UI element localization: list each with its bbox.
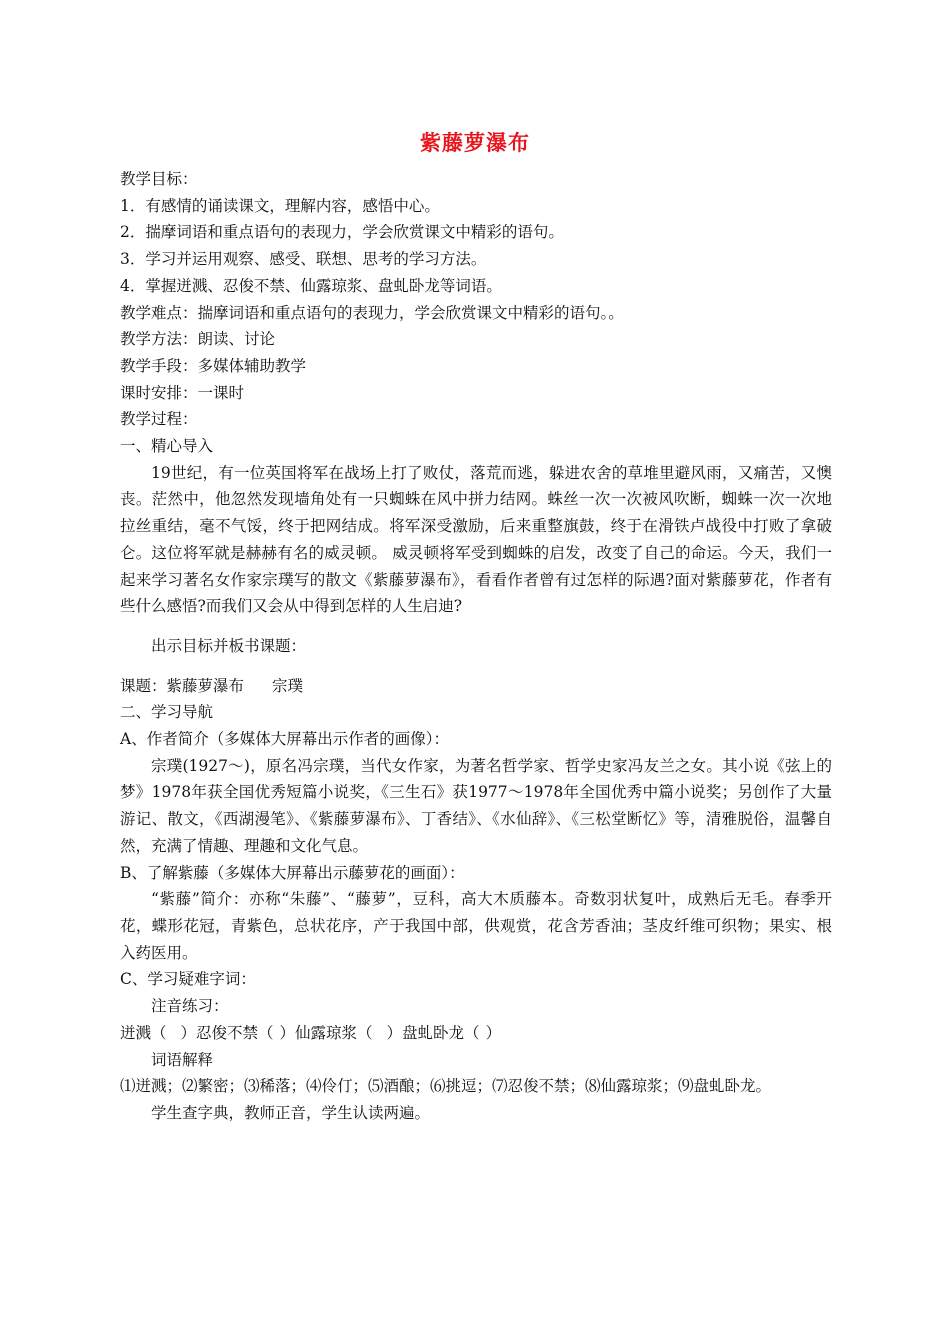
vocabulary-heading: C、学习疑难字词： [120, 970, 256, 989]
document-body [120, 166, 832, 1127]
objective-2: 2．揣摩词语和重点语句的表现力，学会欣赏课文中精彩的语句。 [120, 223, 564, 242]
pinyin-practice-label: 注音练习： [151, 997, 229, 1016]
objective-1: 1．有感情的诵读课文，理解内容，感悟中心。 [120, 196, 440, 215]
teaching-method: 教学方法：朗读、讨论 [120, 330, 276, 349]
author-intro-paragraph: 宗璞(1927～)，原名冯宗璞，当代女作家，为著名哲学家、哲学史家冯友兰之女。其小说《弦上的梦》1978年获全国优秀短篇小说奖，《三生石》获1977～1978年全国优秀中篇小说奖；另创作了大量游记、散文，《西湖漫笔》、《紫藤萝瀑布》、丁香结》、《水仙辞》、《三松堂断忆》等，清雅脱俗，温馨自然，充满了情趣、理趣和文化气息。 [120, 756, 832, 855]
process-heading: 教学过程： [120, 410, 198, 429]
pinyin-item-1: 迸溅（ [120, 1023, 167, 1042]
objective-3: 3．学习并运用观察、感受、联想、思考的学习方法。 [120, 250, 487, 269]
section-2-heading: 二、学习导航 [120, 703, 214, 722]
word-explanation-list: ⑴迸溅；⑵繁密；⑶稀落；⑷伶仃；⑸酒酿；⑹挑逗；⑺忍俊不禁；⑻仙露琼浆；⑼盘虬卧龙。 [120, 1077, 772, 1096]
teaching-means: 教学手段：多媒体辅助教学 [120, 356, 307, 375]
wisteria-heading: B、了解紫藤（多媒体大屏幕出示藤萝花的画面）： [120, 863, 465, 882]
word-explanation-label: 词语解释 [151, 1050, 214, 1069]
document-title: 紫藤萝瀑布 [420, 131, 530, 155]
pinyin-item-2: ）忍俊不禁（ [180, 1023, 274, 1042]
objective-4: 4．掌握迸溅、忍俊不禁、仙露琼浆、盘虬卧龙等词语。 [120, 276, 502, 295]
pinyin-practice-line [120, 1020, 832, 1047]
objectives-heading: 教学目标： [120, 170, 198, 188]
lesson-author: 宗璞 [272, 676, 304, 695]
pinyin-item-3: ）仙露琼浆（ [279, 1023, 373, 1042]
section-1-heading: 一、精心导入 [120, 437, 214, 456]
author-intro-heading: A、作者简介（多媒体大屏幕出示作者的画像）： [120, 730, 449, 749]
wisteria-paragraph: “紫藤”简介：亦称“朱藤”、“藤萝”，豆科，高大木质藤本。奇数羽状复叶，成熟后无毛。春季开花，蝶形花冠，青紫色，总状花序，产于我国中部，供观赏，花含芳香油；茎皮纤维可织物；果实、根入药医用。 [120, 890, 832, 962]
lesson-topic-line [120, 673, 832, 700]
teaching-difficulty: 教学难点：揣摩词语和重点语句的表现力，学会欣赏课文中精彩的语句。。 [120, 303, 624, 322]
closing-line: 学生查字典，教师正音，学生认读两遍。 [151, 1103, 431, 1122]
pinyin-item-4: ）盘虬卧龙（ [386, 1023, 480, 1042]
show-objectives-line: 出示目标并板书课题： [151, 636, 307, 655]
pinyin-item-end: ） [485, 1023, 502, 1042]
spacer [120, 620, 832, 633]
spacer [120, 660, 832, 673]
intro-paragraph: 19世纪，有一位英国将军在战场上打了败仗，落荒而逃，躲进农舍的草堆里避风雨，又痛苦，又懊丧。茫然中，他忽然发现墙角处有一只蜘蛛在风中拼力结网。蛛丝一次一次被风吹断，蜘蛛一次一次地拉丝重结，毫不气馁，终于把网结成。将军深受激励，后来重整旗鼓，终于在滑铁卢战役中打败了拿破仑。这位将军就是赫赫有名的威灵顿。 威灵顿将军受到蜘蛛的启发，改变了自己的命运。今天，我们一起来学习著名女作家宗璞写的散文《紫藤萝瀑布》，看看作者曾有过怎样的际遇?面对紫藤萝花，作者有些什么感悟?而我们又会从中得到怎样的人生启迪? [120, 463, 832, 616]
class-schedule: 课时安排：一课时 [120, 383, 245, 402]
lesson-topic: 课题：紫藤萝瀑布 [120, 676, 245, 695]
